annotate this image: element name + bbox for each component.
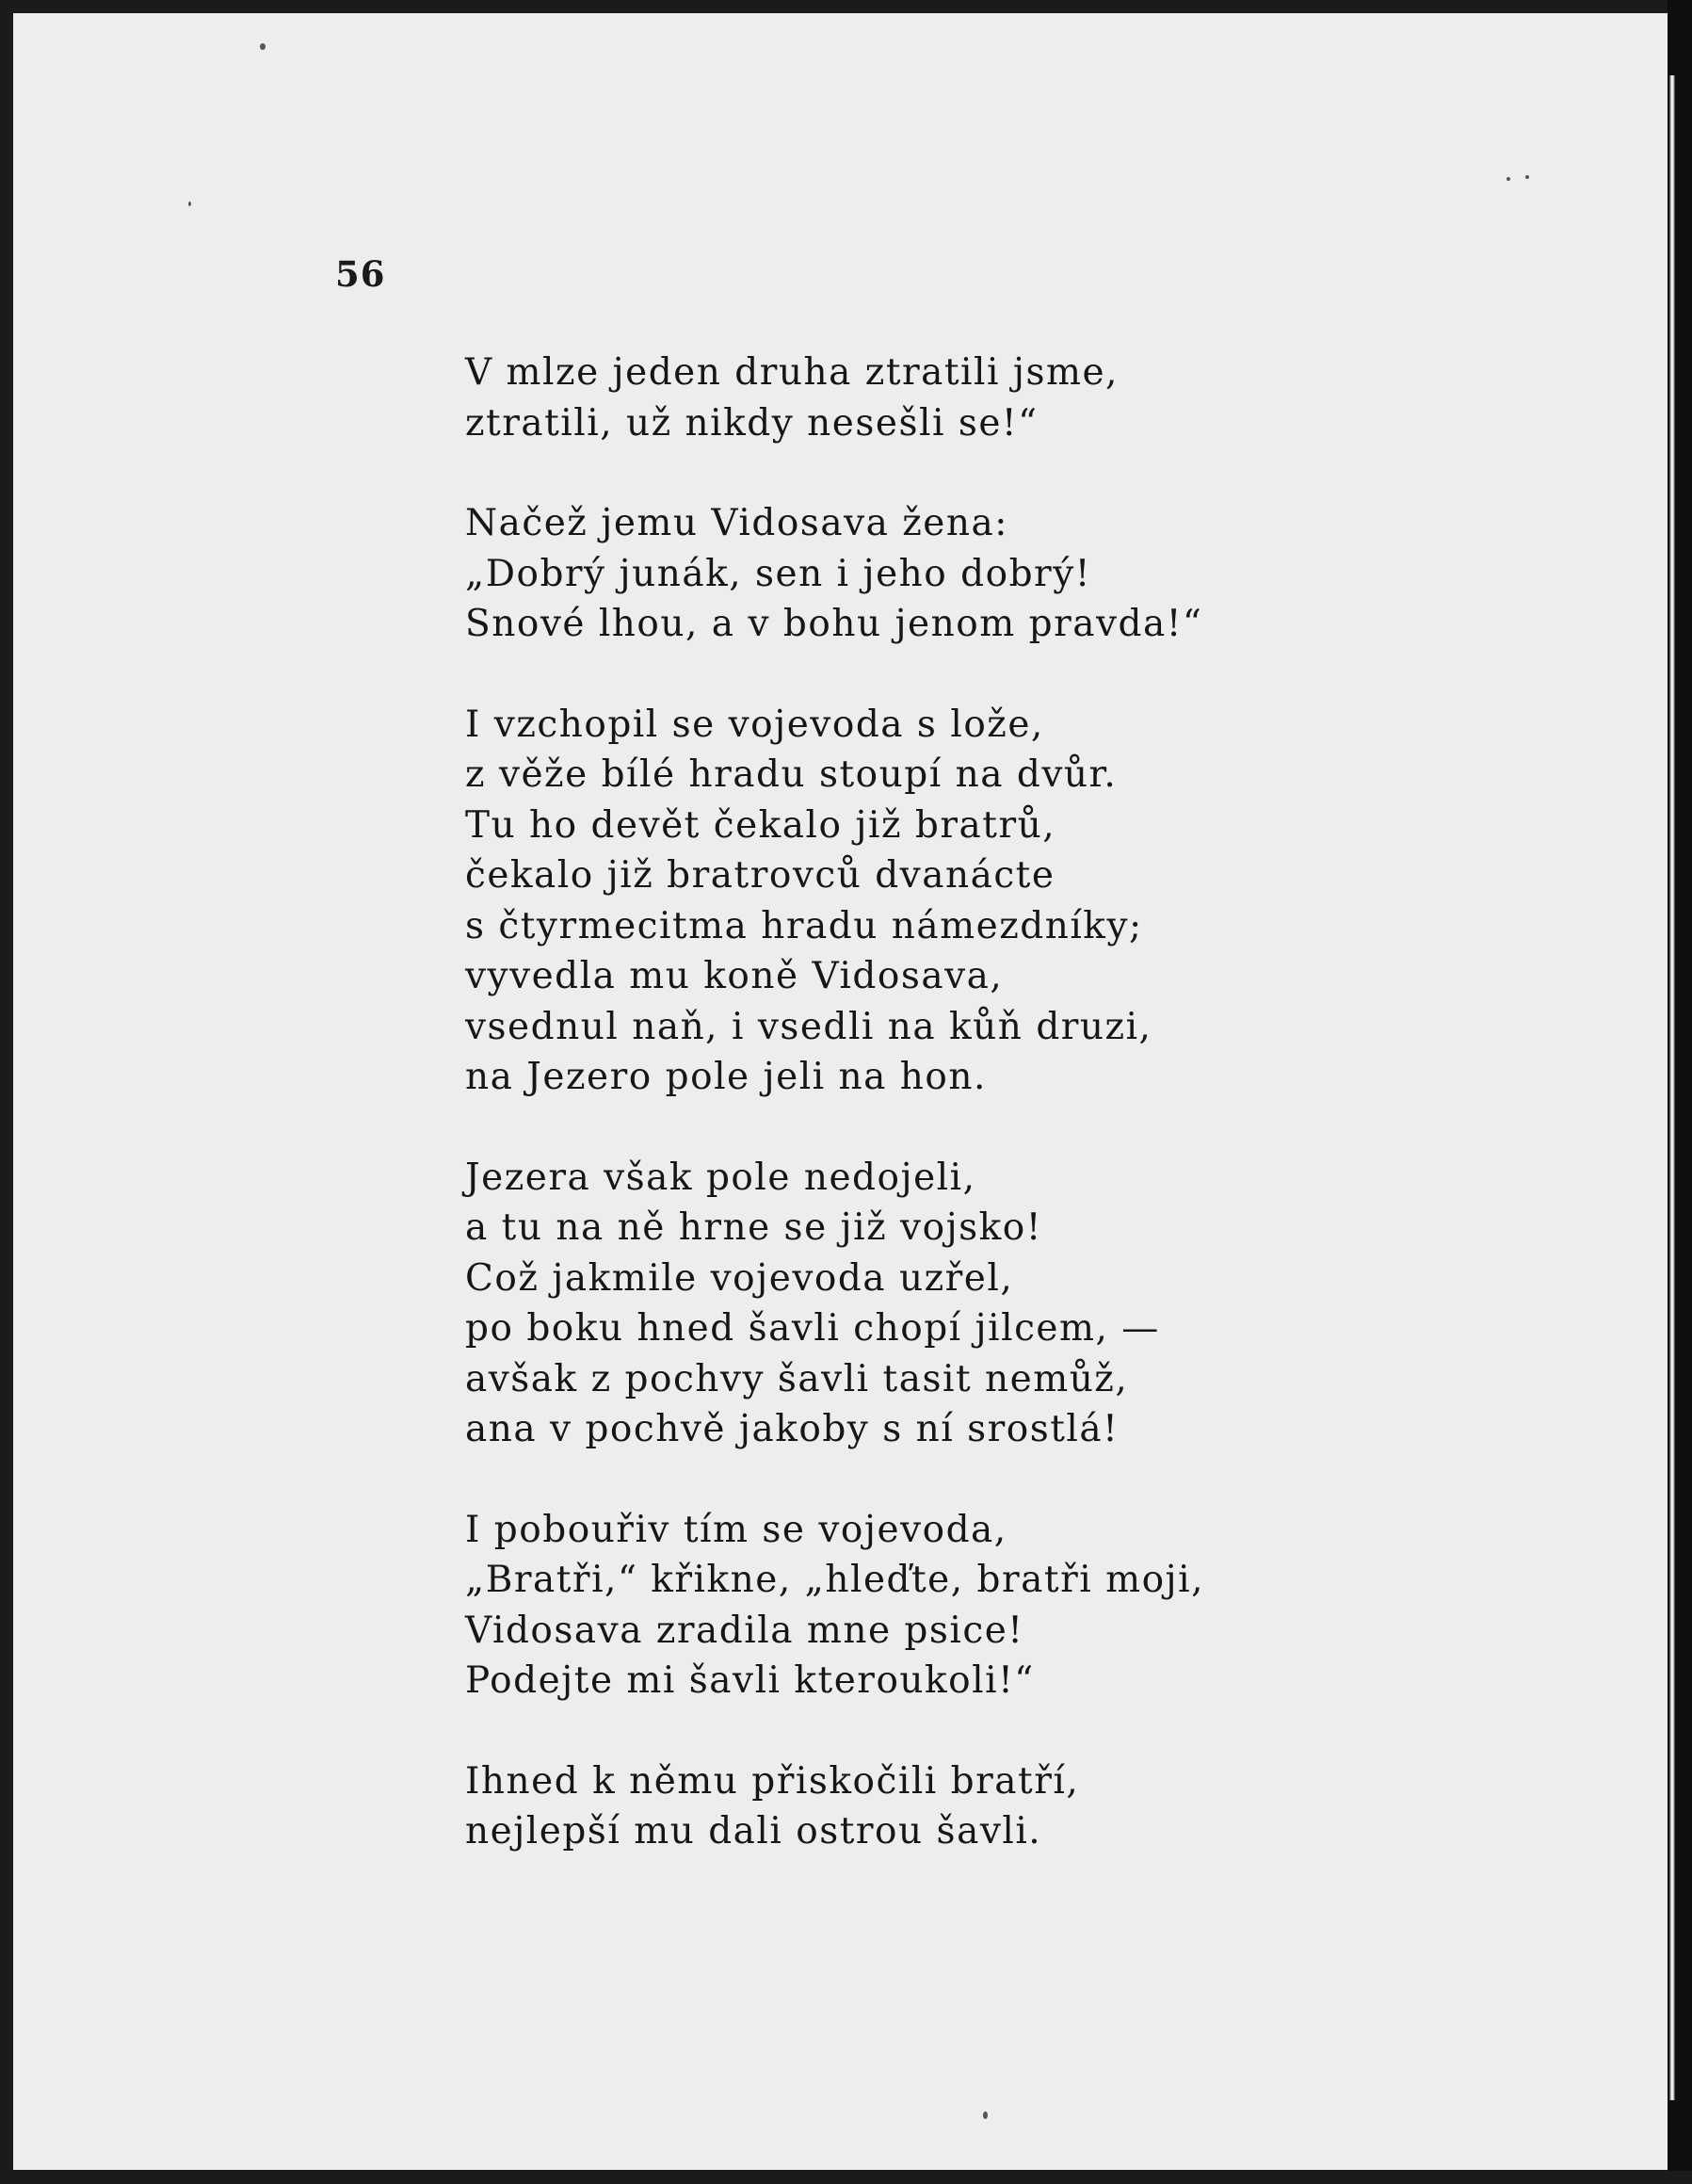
book-binding-edge [1668,0,1692,2171]
verse-line: Tu ho devět čekalo již bratrů, [465,803,1056,847]
verse-line: Vidosava zradila mne psice! [465,1609,1024,1652]
verse-line: z věže bílé hradu stoupí na dvůr. [465,753,1118,796]
verse-line: vyvedla mu koně Vidosava, [465,955,1004,997]
stanza [465,1153,1313,1455]
verse-line: Což jakmile vojevoda uzřel, [465,1256,1014,1300]
verse-line: Ihned k němu přiskočili bratří, [465,1759,1080,1803]
verse-line: Podejte mi šavli kteroukoli!“ [465,1659,1035,1702]
verse-line: ztratili, už nikdy nesešli se!“ [465,401,1039,445]
verse-line: I vzchopil se vojevoda s lože, [465,703,1044,746]
verse-line: s čtyrmecitma hradu námezdníky; [465,904,1143,947]
poem-text [465,348,1313,1907]
verse-line: na Jezero pole jeli na hon. [465,1056,987,1098]
verse-line: „Dobrý junák, sen i jeho dobrý! [465,552,1091,595]
print-speck [983,2111,988,2119]
verse-line: nejlepší mu dali ostrou šavli. [465,1810,1042,1852]
stanza [465,498,1313,650]
verse-line: avšak z pochvy šavli tasit nemůž, [465,1357,1129,1400]
page-number: 56 [335,253,386,295]
print-speck [1525,175,1529,179]
book-page [13,13,1668,2170]
print-speck [188,202,191,206]
verse-line: čekalo již bratrovců dvanácte [465,854,1055,897]
print-speck [1507,177,1510,181]
stanza [465,1505,1313,1707]
verse-line: Snové lhou, a v bohu jenom pravda!“ [465,603,1203,645]
verse-line: Jezera však pole nedojeli, [465,1156,976,1199]
verse-line: ana v pochvě jakoby s ní srostlá! [465,1408,1120,1450]
print-speck [260,43,266,50]
verse-line: I pobouřiv tím se vojevoda, [465,1508,1007,1551]
verse-line: Načež jemu Vidosava žena: [465,502,1008,544]
verse-line: vsednul naň, i vsedli na kůň druzi, [465,1005,1152,1048]
verse-line: po boku hned šavli chopí jilcem, — [465,1307,1160,1350]
verse-line: a tu na ně hrne se již vojsko! [465,1206,1042,1249]
stanza [465,1756,1313,1857]
page-edge-highlight [1669,75,1675,2100]
stanza [465,348,1313,448]
stanza [465,700,1313,1103]
verse-line: V mlze jeden druha ztratili jsme, [465,351,1119,394]
verse-line: „Bratři,“ křikne, „hleďte, bratři moji, [465,1559,1205,1601]
